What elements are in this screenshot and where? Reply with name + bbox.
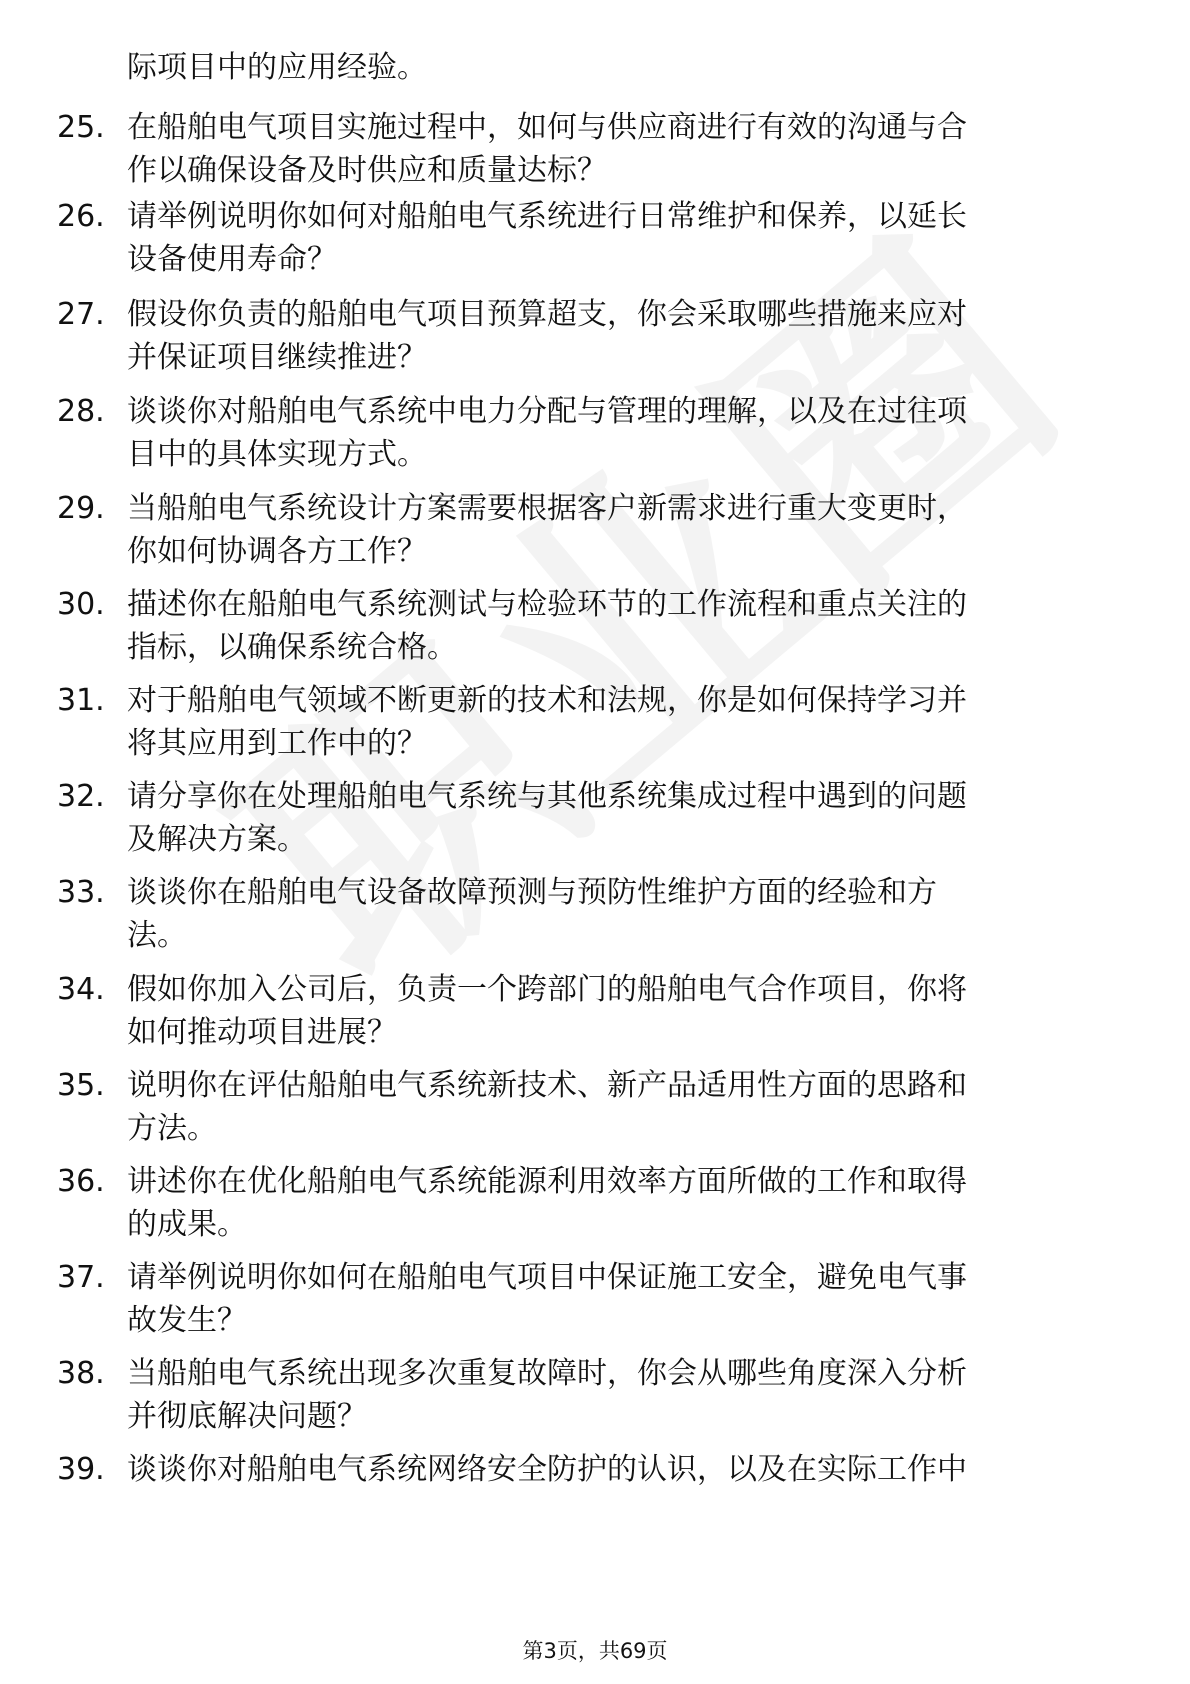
question-text: 当船舶电气系统出现多次重复故障时，你会从哪些角度深入分析 [127,1356,967,1391]
question-text: 你如何协调各方工作？ [127,534,427,569]
question-text: 作以确保设备及时供应和质量达标？ [127,153,607,188]
question-text: 的成果。 [127,1207,247,1242]
question-number: 38. [57,1356,105,1391]
question-number: 33. [57,875,105,910]
question-text: 讲述你在优化船舶电气系统能源利用效率方面所做的工作和取得 [127,1164,967,1199]
question-number: 28. [57,394,105,429]
continuation-text: 际项目中的应用经验。 [127,50,427,85]
question-text: 请举例说明你如何在船舶电气项目中保证施工安全，避免电气事 [127,1260,967,1295]
question-text: 在船舶电气项目实施过程中，如何与供应商进行有效的沟通与合 [127,110,967,145]
question-text: 对于船舶电气领域不断更新的技术和法规，你是如何保持学习并 [127,683,967,718]
question-number: 35. [57,1068,105,1103]
question-text: 请分享你在处理船舶电气系统与其他系统集成过程中遇到的问题 [127,779,967,814]
question-text: 请举例说明你如何对船舶电气系统进行日常维护和保养，以延长 [127,199,967,234]
question-text: 并彻底解决问题？ [127,1399,367,1434]
question-text: 描述你在船舶电气系统测试与检验环节的工作流程和重点关注的 [127,587,967,622]
question-text: 当船舶电气系统设计方案需要根据客户新需求进行重大变更时， [127,491,967,526]
question-number: 30. [57,587,105,622]
question-text: 目中的具体实现方式。 [127,437,427,472]
question-number: 39. [57,1452,105,1487]
page-footer: 第3页，共69页 [522,1639,668,1663]
question-number: 34. [57,972,105,1007]
question-text: 并保证项目继续推进？ [127,340,427,375]
question-text: 假如你加入公司后，负责一个跨部门的船舶电气合作项目，你将 [127,972,967,1007]
question-number: 29. [57,491,105,526]
question-number: 37. [57,1260,105,1295]
question-text: 指标，以确保系统合格。 [127,630,457,665]
question-number: 32. [57,779,105,814]
question-text: 方法。 [127,1111,217,1146]
question-number: 36. [57,1164,105,1199]
question-number: 31. [57,683,105,718]
question-text: 如何推动项目进展？ [127,1015,397,1050]
question-text: 故发生？ [127,1303,247,1338]
question-text: 法。 [127,918,187,953]
question-number: 25. [57,110,105,145]
question-text: 假设你负责的船舶电气项目预算超支，你会采取哪些措施来应对 [127,297,967,332]
question-text: 说明你在评估船舶电气系统新技术、新产品适用性方面的思路和 [127,1068,967,1103]
question-text: 谈谈你对船舶电气系统网络安全防护的认识，以及在实际工作中 [127,1452,967,1487]
question-number: 26. [57,199,105,234]
question-text: 谈谈你对船舶电气系统中电力分配与管理的理解，以及在过往项 [127,394,967,429]
question-text: 谈谈你在船舶电气设备故障预测与预防性维护方面的经验和方 [127,875,937,910]
question-text: 及解决方案。 [127,822,307,857]
question-text: 将其应用到工作中的？ [127,726,427,761]
question-number: 27. [57,297,105,332]
question-text: 设备使用寿命？ [127,242,337,277]
